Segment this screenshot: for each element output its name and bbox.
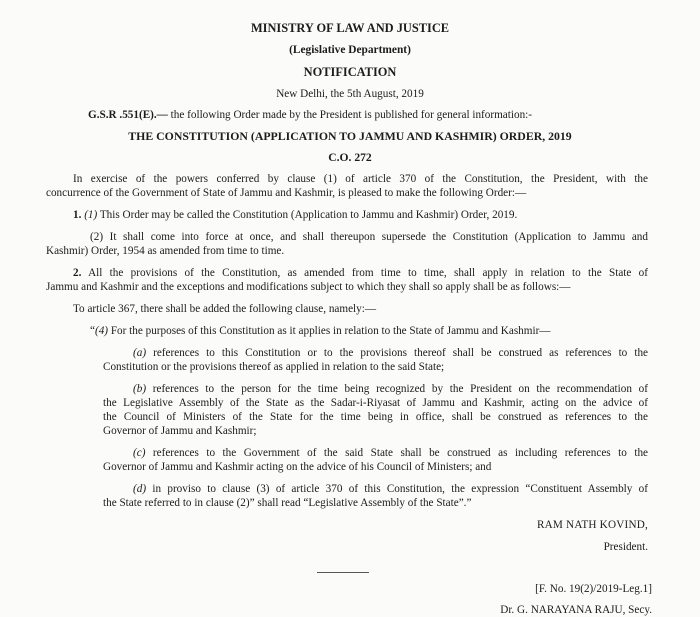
clause-d-line-2: the State referred to in clause (2)” shall read “Legislative Assembly of the State”.” bbox=[103, 497, 472, 509]
department-heading: (Legislative Department) bbox=[289, 44, 411, 56]
clause-c-line-2: Governor of Jammu and Kashmir acting on the advice of his Council of Ministers; and bbox=[103, 461, 492, 473]
para-2-text: All the provisions of the Constitution, as amended from time to time, shall apply in relation to the State of bbox=[81, 267, 648, 279]
co-number: C.O. 272 bbox=[328, 151, 372, 164]
para-1-2-line-1: (2) It shall come into force at once, and shall thereupon supersede the Constitution (Application to Jammu and bbox=[90, 231, 648, 243]
clause-4-text: For the purposes of this Constitution as it applies in relation to the State of Jammu and Kashmir— bbox=[108, 325, 551, 337]
paragraph-2-line-2: Jammu and Kashmir and the exceptions and modifications subject to which they shall so apply shall be as follows:— bbox=[46, 281, 571, 293]
paragraph-1 bbox=[73, 208, 517, 222]
divider-line bbox=[317, 572, 369, 573]
para-2-number: 2. bbox=[73, 267, 82, 279]
para-1-subclause: (1) bbox=[84, 209, 98, 221]
clause-4-line bbox=[90, 324, 551, 338]
clause-b-label: (b) bbox=[133, 383, 147, 395]
clause-b-line-2: the Legislative Assembly of the State as the Sadar-i-Riyasat of Jammu and Kashmir, acting on the advice of bbox=[103, 397, 648, 409]
secretary-name: Dr. G. NARAYANA RAJU, Secy. bbox=[500, 604, 652, 616]
gsr-reference: G.S.R .551(E).— bbox=[88, 109, 168, 121]
para-1-2-line-2: Kashmir) Order, 1954 as amended from time to time. bbox=[46, 245, 285, 257]
clause-d-text: in proviso to clause (3) of article 370 of this Constitution, the expression “Constituent Assembly of bbox=[146, 483, 648, 495]
ministry-heading: MINISTRY OF LAW AND JUSTICE bbox=[250, 21, 450, 35]
preamble-line-1: In exercise of the powers conferred by clause (1) of article 370 of the Constitution, the President, with the bbox=[73, 173, 648, 185]
place-date: New Delhi, the 5th August, 2019 bbox=[276, 88, 424, 100]
gsr-line bbox=[88, 108, 532, 122]
para-1-number: 1. bbox=[73, 209, 82, 221]
notification-heading: NOTIFICATION bbox=[303, 65, 397, 79]
signatory-name: RAM NATH KOVIND, bbox=[536, 519, 648, 531]
clause-c-text: references to the Government of the said State shall be construed as including references to the bbox=[145, 447, 648, 459]
para-1-text: This Order may be called the Constitution (Application to Jammu and Kashmir) Order, 2019. bbox=[97, 209, 518, 221]
gsr-text: the following Order made by the President is published for general information:- bbox=[167, 109, 532, 121]
clause-c-label: (c) bbox=[133, 447, 146, 459]
clause-c-line-1 bbox=[133, 446, 648, 460]
clause-4-number: (4) bbox=[94, 325, 109, 337]
clause-b-line-1 bbox=[133, 382, 648, 396]
file-number: [F. No. 19(2)/2019-Leg.1] bbox=[535, 583, 652, 595]
clause-4-open-quote: “ bbox=[90, 325, 95, 337]
clause-a-line-1 bbox=[133, 346, 648, 360]
article-367-line: To article 367, there shall be added the following clause, namely:— bbox=[73, 303, 377, 315]
clause-b-text: references to the person for the time being recognized by the President on the recommendation of bbox=[146, 383, 648, 395]
clause-d-label: (d) bbox=[133, 483, 147, 495]
clause-a-label: (a) bbox=[133, 347, 147, 359]
clause-a-line-2: Constitution or the provisions thereof as applied in relation to the said State; bbox=[103, 361, 445, 373]
clause-a-text: references to this Constitution or to the provisions thereof shall be construed as references to the bbox=[146, 347, 648, 359]
order-title: THE CONSTITUTION (APPLICATION TO JAMMU AND KASHMIR) ORDER, 2019 bbox=[128, 129, 572, 143]
preamble-line-2: concurrence of the Government of State of Jammu and Kashmir, is pleased to make the following Order:— bbox=[46, 187, 527, 199]
paragraph-2-line-1 bbox=[73, 266, 648, 280]
signatory-title: President. bbox=[603, 541, 648, 553]
clause-d-line-1 bbox=[133, 482, 648, 496]
clause-b-line-3: the Council of Ministers of the State for the time being in office, shall be construed as references to the bbox=[103, 411, 648, 423]
clause-b-line-4: Governor of Jammu and Kashmir; bbox=[103, 425, 257, 437]
